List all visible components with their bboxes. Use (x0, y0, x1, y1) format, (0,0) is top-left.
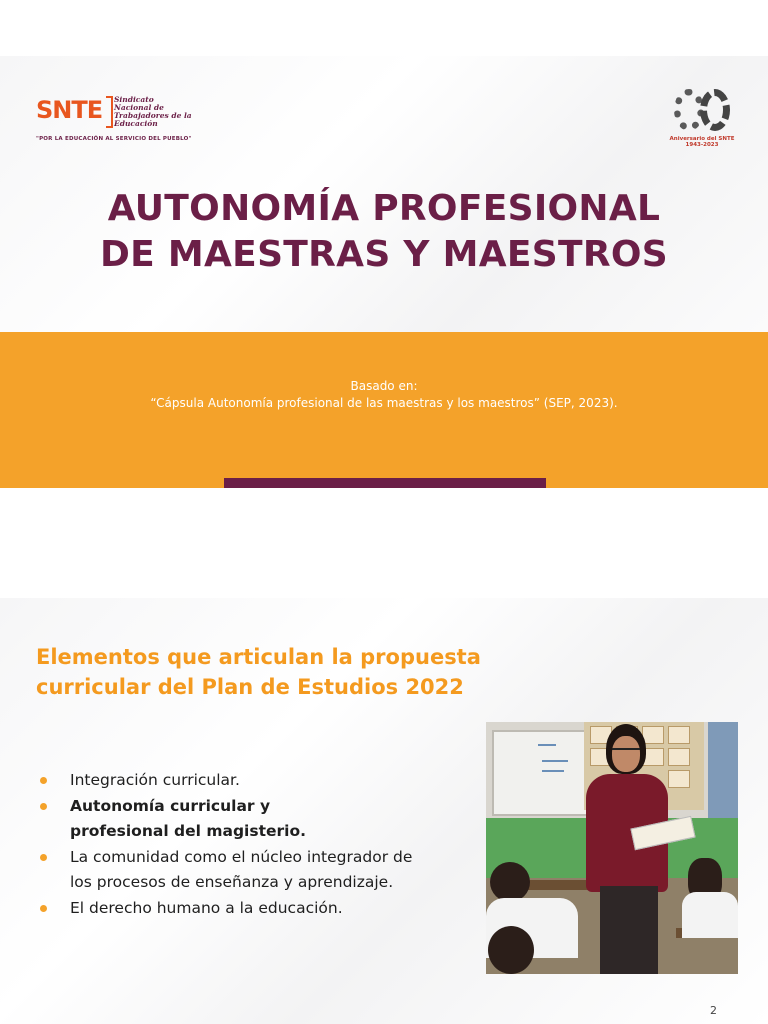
snte-logo-wordmark: SNTE (36, 96, 103, 124)
snte-logo-bracket (106, 96, 113, 128)
bullet-dot (40, 803, 47, 810)
source-band (0, 332, 768, 488)
bullet-dot (40, 777, 47, 784)
section-title: Elementos que articulan la propuesta curricular del Plan de Estudios 2022 (36, 645, 481, 699)
list-item: La comunidad como el núcleo integrador de los procesos de enseñanza y aprendizaje. (36, 845, 456, 896)
content-slide (0, 598, 768, 1024)
snte-logo (36, 94, 196, 146)
snte-logo-name: Sindicato Nacional de Trabajadores de la Educación (114, 95, 192, 128)
bullet-dot (40, 905, 47, 912)
classroom-teacher-photo (486, 722, 738, 974)
title-slide (0, 56, 768, 488)
accent-bar (224, 478, 546, 488)
anniversary-years: 1943-2023 (685, 142, 719, 148)
anniversary-logo (664, 86, 740, 154)
snte-logo-tagline: "POR LA EDUCACIÓN AL SERVICIO DEL PUEBLO" (36, 136, 192, 142)
list-item: El derecho humano a la educación. (36, 896, 456, 922)
slide-title: AUTONOMÍA PROFESIONAL DE MAESTRAS Y MAESTROS (99, 188, 669, 275)
anniversary-text: Aniversario del SNTE (669, 136, 735, 142)
list-item: Autonomía curricular y profesional del magisterio. (36, 794, 456, 845)
anniversary-80-emblem (664, 86, 740, 134)
bullet-dot (40, 854, 47, 861)
page-number: 2 (710, 1004, 717, 1017)
source-citation: Basado en: “Cápsula Autonomía profesional de las maestras y los maestros” (SEP, 2023). (150, 379, 618, 410)
bullet-list (36, 768, 456, 921)
whiteboard (492, 730, 596, 816)
list-item: Integración curricular. (36, 768, 456, 794)
